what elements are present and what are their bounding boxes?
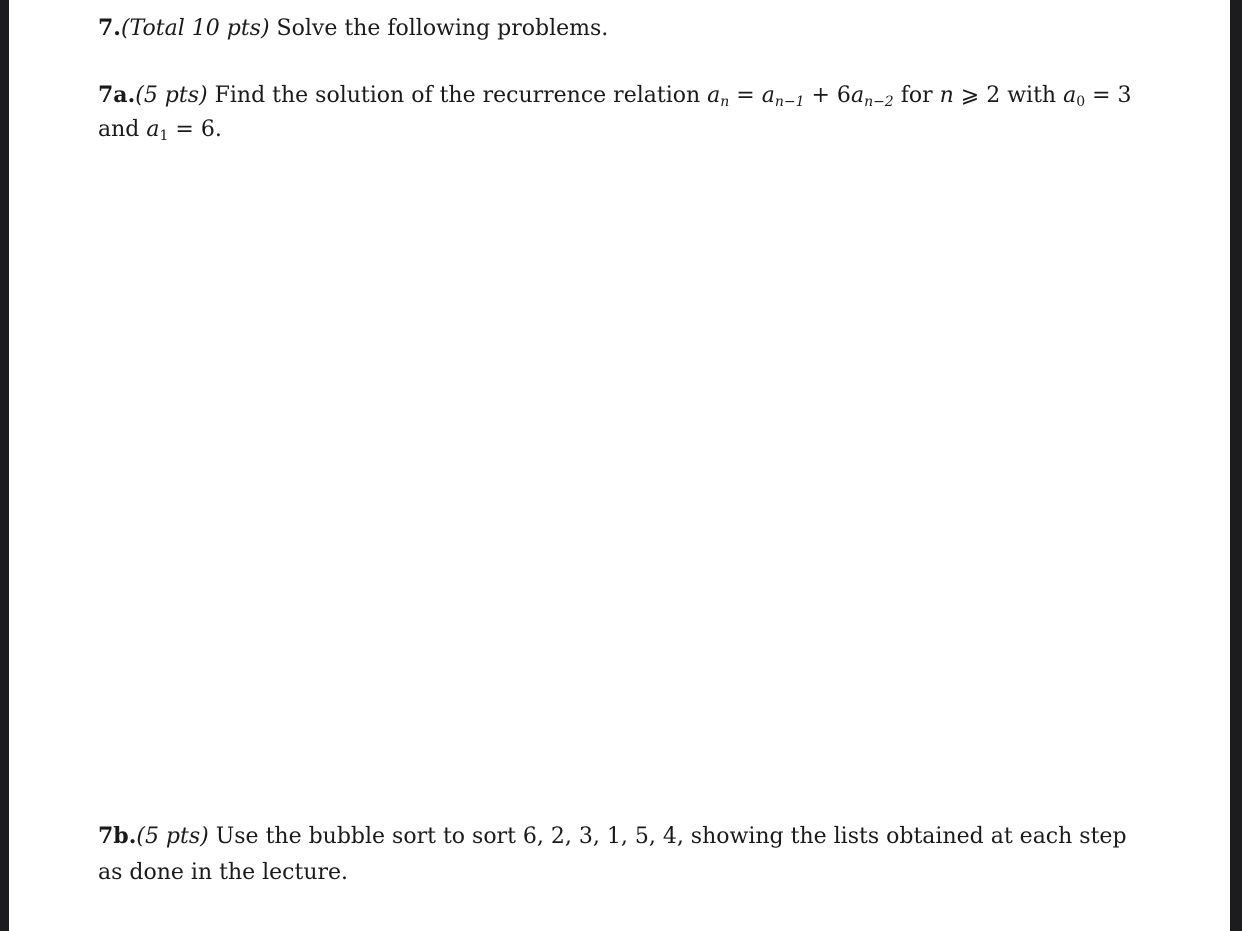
part-b-text: Use the bubble sort to sort 6, 2, 3, 1, 5, 4, showing the lists obtained at each step as done in the lecture. (98, 824, 1127, 885)
problem-7b (98, 818, 1138, 891)
part-b-points: (5 pts) (136, 824, 209, 849)
part-b-number: 7b. (98, 823, 137, 849)
initial-condition-a0: $a_0 = 3$ (1063, 83, 1132, 110)
problem-instruction: Solve the following problems. (269, 16, 609, 41)
problem-points: (Total 10 pts) (120, 16, 270, 41)
recurrence-equation: $a_n = a_{n-1} + 6a_{n-2}$ (707, 83, 894, 110)
part-a-number: 7a. (98, 82, 136, 108)
part-a-text: Find the solution of the recurrence relation (207, 83, 708, 108)
part-a-points: (5 pts) (135, 83, 208, 108)
condition: n ⩾ 2 (939, 83, 1001, 108)
problem-number: 7. (98, 15, 121, 41)
problem-7a: 7a.(5 pts) Find the solution of the recurrence relation $a_n = a_{n-1} + 6a_{n-2}$ for n ⩾ 2 with $a_0 = 3$ and $a_1 = 6$. (98, 82, 1132, 144)
document-page (9, 0, 1230, 931)
problem-7-heading (98, 12, 608, 45)
initial-condition-a1: $a_1 = 6$ (146, 117, 215, 144)
